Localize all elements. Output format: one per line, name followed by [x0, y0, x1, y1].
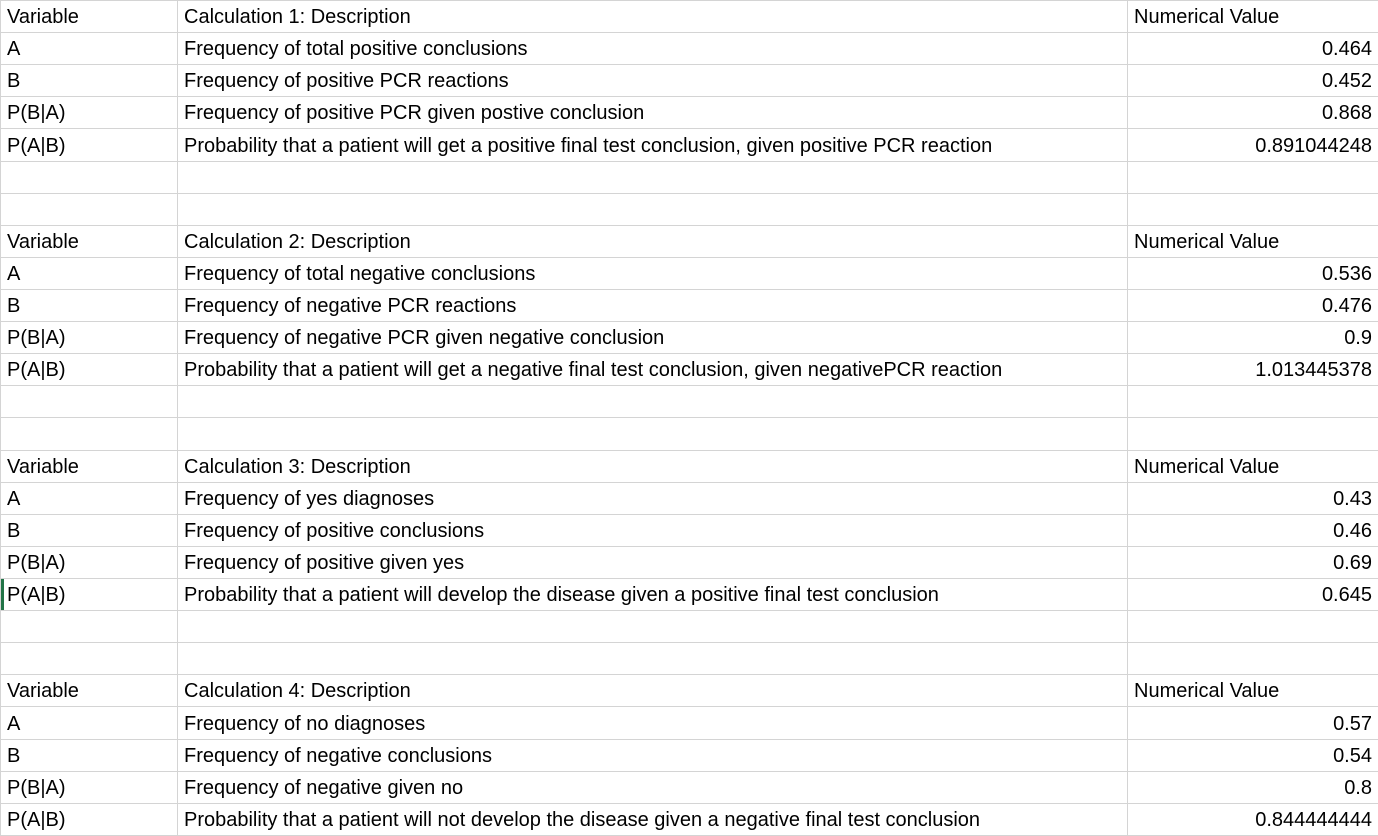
cell-variable[interactable]: A [1, 482, 178, 514]
table-row [1, 739, 1378, 771]
empty-cell[interactable] [1128, 611, 1378, 643]
empty-cell[interactable] [1, 611, 178, 643]
cell-variable-header[interactable]: Variable [1, 225, 178, 257]
table-row [1, 578, 1378, 610]
empty-cell[interactable] [178, 161, 1128, 193]
empty-row [1, 611, 1378, 643]
empty-row [1, 386, 1378, 418]
cell-variable[interactable]: P(A|B) [1, 803, 178, 835]
cell-value[interactable]: 0.69 [1128, 546, 1378, 578]
empty-row [1, 418, 1378, 450]
cell-variable-header[interactable]: Variable [1, 450, 178, 482]
empty-cell[interactable] [178, 611, 1128, 643]
header-row-calculation-1 [1, 1, 1378, 33]
table-row [1, 771, 1378, 803]
cell-description-header[interactable]: Calculation 1: Description [178, 1, 1128, 33]
table-row [1, 97, 1378, 129]
cell-value-header[interactable]: Numerical Value [1128, 450, 1378, 482]
cell-value[interactable]: 0.868 [1128, 97, 1378, 129]
cell-value[interactable]: 0.891044248 [1128, 129, 1378, 161]
cell-variable[interactable]: P(A|B) [1, 354, 178, 386]
cell-description[interactable]: Frequency of positive given yes [178, 546, 1128, 578]
empty-cell[interactable] [1, 386, 178, 418]
header-row-calculation-4 [1, 675, 1378, 707]
empty-cell[interactable] [1128, 193, 1378, 225]
cell-description-header[interactable]: Calculation 2: Description [178, 225, 1128, 257]
table-row [1, 257, 1378, 289]
cell-variable-header[interactable]: Variable [1, 675, 178, 707]
empty-cell[interactable] [178, 193, 1128, 225]
cell-description[interactable]: Frequency of positive conclusions [178, 514, 1128, 546]
cell-variable-header[interactable]: Variable [1, 1, 178, 33]
empty-row [1, 193, 1378, 225]
cell-value[interactable]: 0.54 [1128, 739, 1378, 771]
empty-row [1, 643, 1378, 675]
cell-description[interactable]: Frequency of no diagnoses [178, 707, 1128, 739]
table-row [1, 65, 1378, 97]
cell-value[interactable]: 0.43 [1128, 482, 1378, 514]
header-row-calculation-3 [1, 450, 1378, 482]
cell-description[interactable]: Frequency of negative given no [178, 771, 1128, 803]
table-row [1, 354, 1378, 386]
cell-value[interactable]: 0.57 [1128, 707, 1378, 739]
cell-value-header[interactable]: Numerical Value [1128, 1, 1378, 33]
cell-description[interactable]: Probability that a patient will develop the disease given a positive final test conclusion [178, 578, 1128, 610]
cell-description-header[interactable]: Calculation 3: Description [178, 450, 1128, 482]
table-row [1, 482, 1378, 514]
table-row [1, 322, 1378, 354]
header-row-calculation-2 [1, 225, 1378, 257]
empty-cell[interactable] [1128, 418, 1378, 450]
cell-value[interactable]: 0.46 [1128, 514, 1378, 546]
cell-variable-active[interactable]: P(A|B) [1, 578, 178, 610]
cell-value[interactable]: 1.013445378 [1128, 354, 1378, 386]
table-row [1, 289, 1378, 321]
cell-description[interactable]: Probability that a patient will not develop the disease given a negative final test conclusion [178, 803, 1128, 835]
cell-variable[interactable]: P(A|B) [1, 129, 178, 161]
empty-cell[interactable] [1128, 386, 1378, 418]
empty-cell[interactable] [178, 418, 1128, 450]
cell-description[interactable]: Probability that a patient will get a negative final test conclusion, given negativePCR reaction [178, 354, 1128, 386]
cell-variable[interactable]: A [1, 33, 178, 65]
empty-cell[interactable] [178, 386, 1128, 418]
cell-value-header[interactable]: Numerical Value [1128, 225, 1378, 257]
cell-value[interactable]: 0.645 [1128, 578, 1378, 610]
cell-value[interactable]: 0.844444444 [1128, 803, 1378, 835]
table-row [1, 514, 1378, 546]
cell-description[interactable]: Frequency of yes diagnoses [178, 482, 1128, 514]
table-row [1, 33, 1378, 65]
cell-value[interactable]: 0.9 [1128, 322, 1378, 354]
table-row [1, 707, 1378, 739]
cell-value-header[interactable]: Numerical Value [1128, 675, 1378, 707]
cell-description[interactable]: Frequency of negative PCR reactions [178, 289, 1128, 321]
empty-cell[interactable] [178, 643, 1128, 675]
cell-variable[interactable]: P(B|A) [1, 546, 178, 578]
cell-variable[interactable]: A [1, 257, 178, 289]
cell-description[interactable]: Frequency of total positive conclusions [178, 33, 1128, 65]
cell-description[interactable]: Frequency of positive PCR given postive conclusion [178, 97, 1128, 129]
empty-cell[interactable] [1128, 161, 1378, 193]
empty-row [1, 161, 1378, 193]
cell-variable[interactable]: B [1, 514, 178, 546]
empty-cell[interactable] [1, 193, 178, 225]
table-row [1, 129, 1378, 161]
cell-description[interactable]: Frequency of negative PCR given negative conclusion [178, 322, 1128, 354]
cell-description[interactable]: Frequency of positive PCR reactions [178, 65, 1128, 97]
empty-cell[interactable] [1, 161, 178, 193]
cell-variable[interactable]: P(B|A) [1, 322, 178, 354]
cell-variable[interactable]: B [1, 739, 178, 771]
cell-variable[interactable]: P(B|A) [1, 97, 178, 129]
empty-cell[interactable] [1, 418, 178, 450]
table-row [1, 546, 1378, 578]
empty-cell[interactable] [1128, 643, 1378, 675]
cell-value[interactable]: 0.452 [1128, 65, 1378, 97]
cell-description-header[interactable]: Calculation 4: Description [178, 675, 1128, 707]
empty-cell[interactable] [1, 643, 178, 675]
cell-description[interactable]: Frequency of total negative conclusions [178, 257, 1128, 289]
cell-variable[interactable]: B [1, 65, 178, 97]
cell-value[interactable]: 0.8 [1128, 771, 1378, 803]
cell-description[interactable]: Probability that a patient will get a positive final test conclusion, given positive PCR reaction [178, 129, 1128, 161]
cell-variable[interactable]: B [1, 289, 178, 321]
cell-value[interactable]: 0.476 [1128, 289, 1378, 321]
cell-variable[interactable]: A [1, 707, 178, 739]
cell-description[interactable]: Frequency of negative conclusions [178, 739, 1128, 771]
cell-value[interactable]: 0.464 [1128, 33, 1378, 65]
cell-value[interactable]: 0.536 [1128, 257, 1378, 289]
table-row [1, 803, 1378, 835]
cell-variable[interactable]: P(B|A) [1, 771, 178, 803]
